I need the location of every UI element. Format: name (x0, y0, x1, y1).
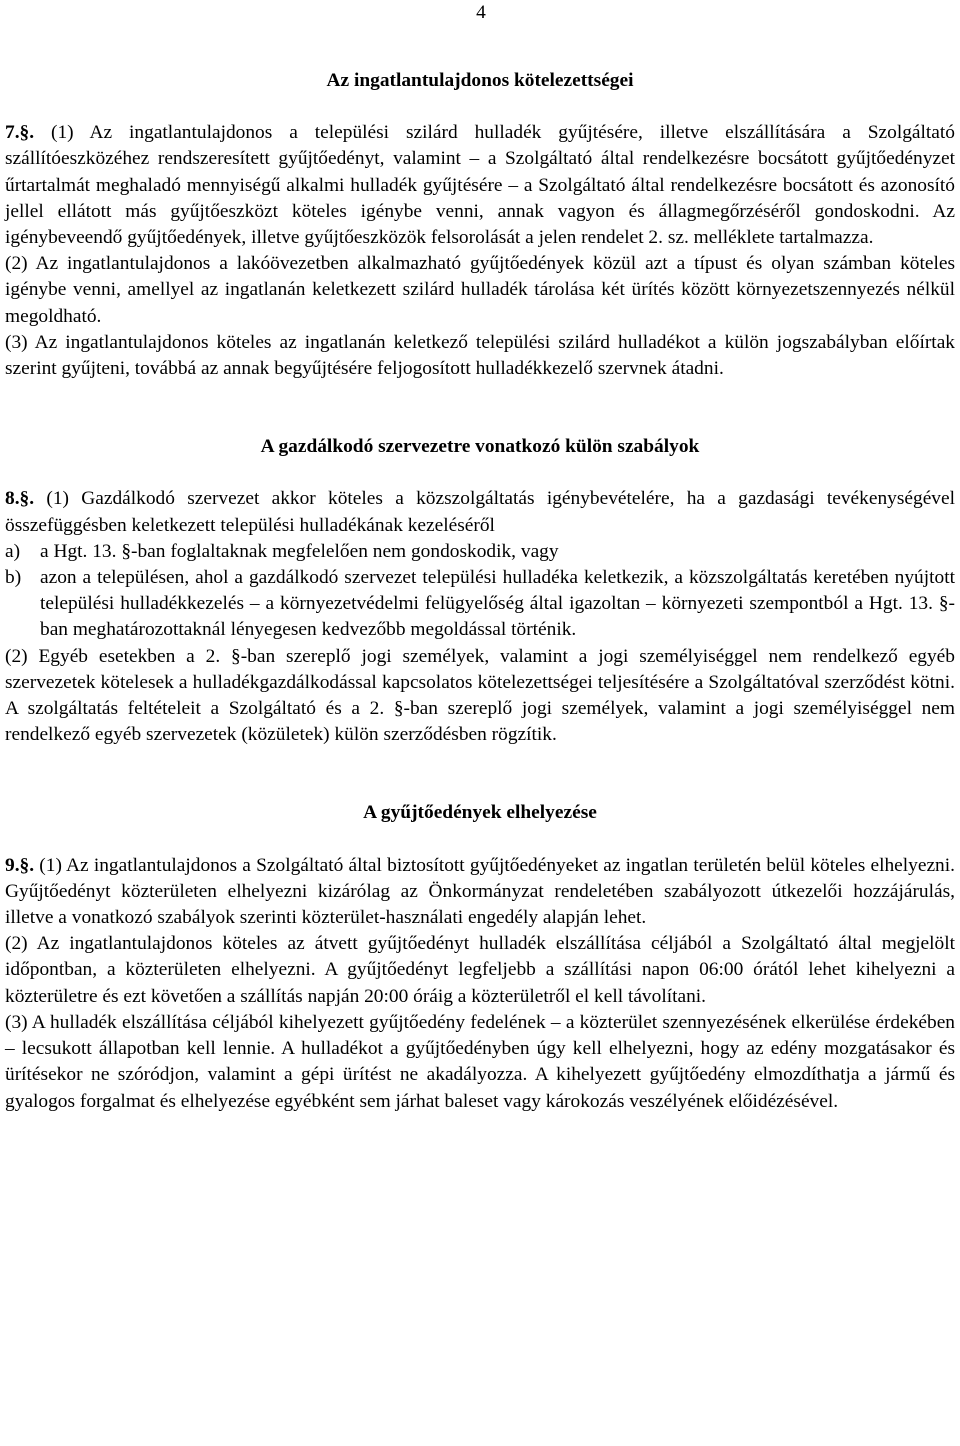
section-title: A gazdálkodó szervezetre vonatkozó külön szabályok (260, 436, 700, 458)
paragraph: 7.§. (1) Az ingatlantulajdonos a települési szilárd hulladék gyűjtésére, illetve elszállítására a Szolgáltató szállítóeszközéhez rendszeresített gyűjtőedényt, valamint – a Szolgáltató által rendelkezésre bocsátott gyűjtőedényzet űrtartalmát meghaladó mennyiségű alkalmi hulladék gyűjtésére – a Szolgáltató által rendelkezésre bocsátott és azonosító jellel ellátott más gyűjtőeszközt köteles igénybe venni, annak vagyon és állagmegőrzéséről gondoskodni. Az igénybeveendő gyűjtőedények, illetve gyűjtőeszközök felsorolását a jelen rendelet 2. sz. melléklete tartalmazza. (5, 122, 955, 249)
paragraph: (3) A hulladék elszállítása céljából kihelyezett gyűjtőedény fedelének – a közterület szennyezésének elkerülése érdekében – lecsukott állapotban kell lennie. A hulladékot a gyűjtőedényben úgy kell elhelyezni, hogy az edény mozgatásakor és ürítésekor ne szóródjon, valamint a gépi ürítést ne akadályozza. A kihelyezett gyűjtőedény elmozdíthatja a jármű és gyalogos forgalmat és elhelyezése egyébként sem járhat baleset vagy károkozás veszélyének előidézésével. (5, 1011, 955, 1112)
section-number: 8.§. (5, 488, 35, 510)
section-number: 7.§. (5, 122, 35, 144)
list-text: a Hgt. 13. §-ban foglaltaknak megfelelően nem gondoskodik, vagy (40, 540, 559, 562)
paragraph: 9.§. (1) Az ingatlantulajdonos a Szolgáltató által biztosított gyűjtőedényeket az ingatlan területén belül köteles elhelyezni. Gyűjtőedényt közterületen elhelyezni kizárólag az Önkormányzat rendeletében szabályozott útkezelői hozzájárulás, illetve a vonatkozó szabályok szerinti közterület-használati engedély alapján lehet. (5, 854, 955, 929)
paragraph: (2) Az ingatlantulajdonos köteles az átvett gyűjtőedényt hulladék elszállítása céljából a Szolgáltató által megjelölt időpontban, a közterületen elhelyezni. A gyűjtőedényt legfeljebb a szállítási napon 06:00 órától lehet kihelyezni a közterületre és ezt követően a szállítás napján 20:00 óráig a közterületről el kell távolítani. (5, 933, 955, 1007)
page-number: 4 (476, 2, 486, 23)
paragraph: (2) Az ingatlantulajdonos a lakóövezetben alkalmazható gyűjtőedények közül azt a típust és olyan számban köteles igénybe venni, amellyel az ingatlanán keletkezett szilárd hulladék tárolása két ürítés között környezetszennyezés nélkül megoldható. (5, 253, 955, 327)
list-marker: b) (5, 567, 22, 589)
paragraph: (3) Az ingatlantulajdonos köteles az ingatlanán keletkező települési szilárd hulladékot a külön jogszabályban előírtak szerint gyűjteni, továbbá az annak begyűjtésére feljogosított hulladékkezelő szervnek átadni. (5, 331, 955, 380)
list-item (5, 539, 955, 565)
list-marker: a) (5, 540, 21, 562)
section-number: 9.§. (5, 854, 35, 876)
document-body (5, 68, 955, 1115)
list-item (5, 565, 955, 644)
paragraph: 8.§. (1) Gazdálkodó szervezet akkor köteles a közszolgáltatás igénybevételére, ha a gazdasági tevékenységével összefüggésben keletkezett települési hulladékának kezeléséről (5, 488, 955, 536)
section-title: Az ingatlantulajdonos kötelezettségei (326, 70, 634, 91)
paragraph: (2) Egyéb esetekben a 2. §-ban szereplő jogi személyek, valamint a jogi személyiséggel nem rendelkező egyéb szervezetek kötelesek a hulladékgazdálkodással kapcsolatos kötelezettségei teljesítésére a Szolgáltatóval szerződést kötni. A szolgáltatás feltételeit a Szolgáltató és a 2. §-ban szereplő jogi személyek, valamint a jogi személyiséggel nem rendelkező egyéb szervezetek (közületek) külön szerződésben rögzítik. (5, 645, 955, 746)
list-text: azon a településen, ahol a gazdálkodó szervezet települési hulladéka keletkezik, a közszolgáltatás keretében nyújtott települési hulladékkezelés – a környezetvédelmi felügyelőség által igazoltan – környezeti szempontból a Hgt. 13. §-ban meghatározottaknál lényegesen kedvezőbb megoldással történik. (40, 567, 955, 641)
section-title: A gyűjtőedények elhelyezése (363, 802, 597, 824)
